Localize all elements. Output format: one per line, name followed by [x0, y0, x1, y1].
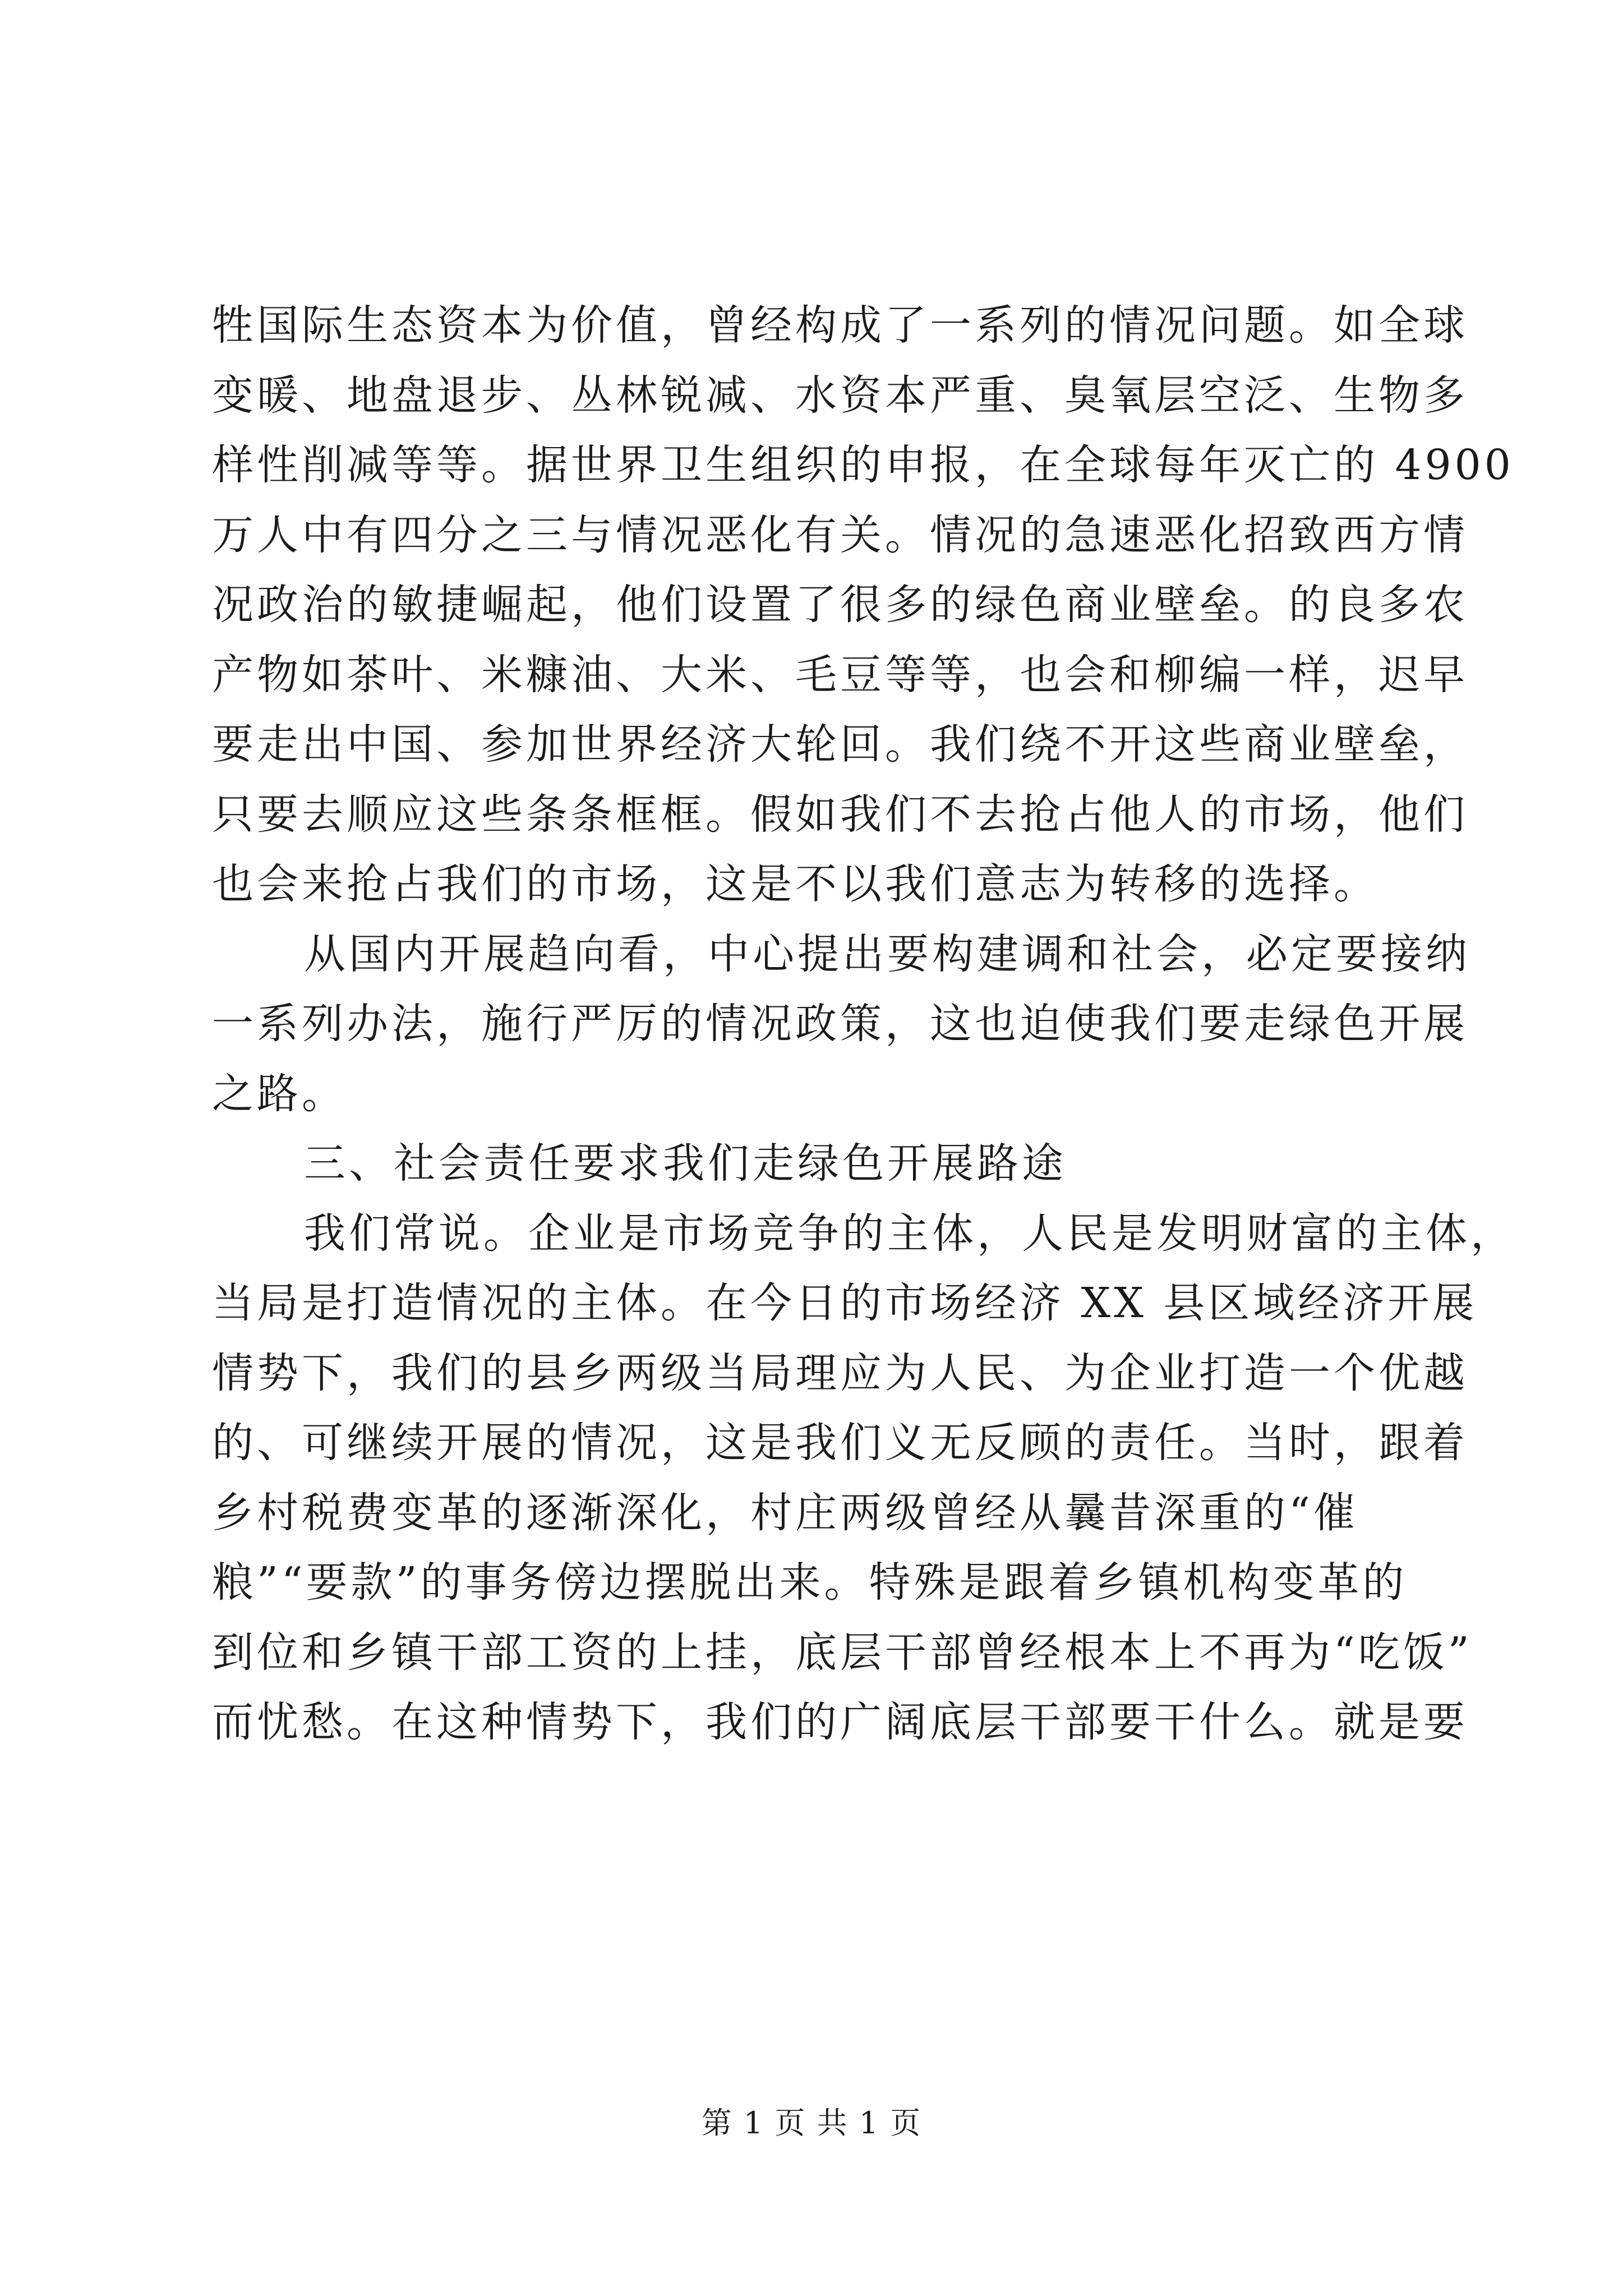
text-line: 的、可继续开展的情况，这是我们义无反顾的责任。当时，跟着	[212, 1419, 1468, 1467]
text-line: 也会来抢占我们的市场，这是不以我们意志为转移的选择。	[212, 860, 1378, 908]
text-line: 要走出中国、参加世界经济大轮回。我们绕不开这些商业壁垒，	[212, 720, 1468, 769]
text-line: 况政治的敏捷崛起，他们设置了很多的绿色商业壁垒。的良多农	[212, 581, 1468, 629]
text-line: 乡村税费变革的逐渐深化，村庄两级曾经从曩昔深重的“催	[212, 1488, 1358, 1537]
paragraph-first-line: 我们常说。企业是市场竞争的主体，人民是发明财富的主体，	[304, 1209, 1515, 1258]
paragraph-first-line: 从国内开展趋向看，中心提出要构建调和社会，必定要接纳	[304, 930, 1470, 978]
text-line: 一系列办法，施行严厉的情况政策，这也迫使我们要走绿色开展	[212, 1000, 1468, 1048]
document-body	[212, 291, 1515, 1757]
text-line: 产物如茶叶、米糠油、大米、毛豆等等，也会和柳编一样，迟早	[212, 650, 1468, 699]
text-line: 情势下，我们的县乡两级当局理应为人民、为企业打造一个优越	[212, 1349, 1468, 1397]
text-line: 样性削减等等。据世界卫生组织的申报，在全球每年灭亡的 4900	[212, 441, 1514, 489]
text-line: 只要去顺应这些条条框框。假如我们不去抢占他人的市场，他们	[212, 790, 1468, 839]
text-line: 当局是打造情况的主体。在今日的市场经济 XX 县区域经济开展	[212, 1279, 1478, 1327]
text-line: 牲国际生态资本为价值，曾经构成了一系列的情况问题。如全球	[212, 301, 1468, 349]
page-number-footer: 第 1 页 共 1 页	[701, 2105, 922, 2141]
text-line: 而忧愁。在这种情势下，我们的广阔底层干部要干什么。就是要	[212, 1698, 1468, 1746]
text-line: 之路。	[212, 1069, 347, 1118]
text-line: 万人中有四分之三与情况恶化有关。情况的急速恶化招致西方情	[212, 510, 1468, 559]
section-heading: 三、社会责任要求我们走绿色开展路途	[304, 1139, 1067, 1188]
text-line: 变暖、地盘退步、丛林锐减、水资本严重、臭氧层空泛、生物多	[212, 371, 1468, 420]
text-line: 到位和乡镇干部工资的上挂，底层干部曾经根本上不再为“吃饭”	[212, 1628, 1473, 1677]
text-line: 粮”“要款”的事务傍边摆脱出来。特殊是跟着乡镇机构变革的	[212, 1558, 1408, 1607]
